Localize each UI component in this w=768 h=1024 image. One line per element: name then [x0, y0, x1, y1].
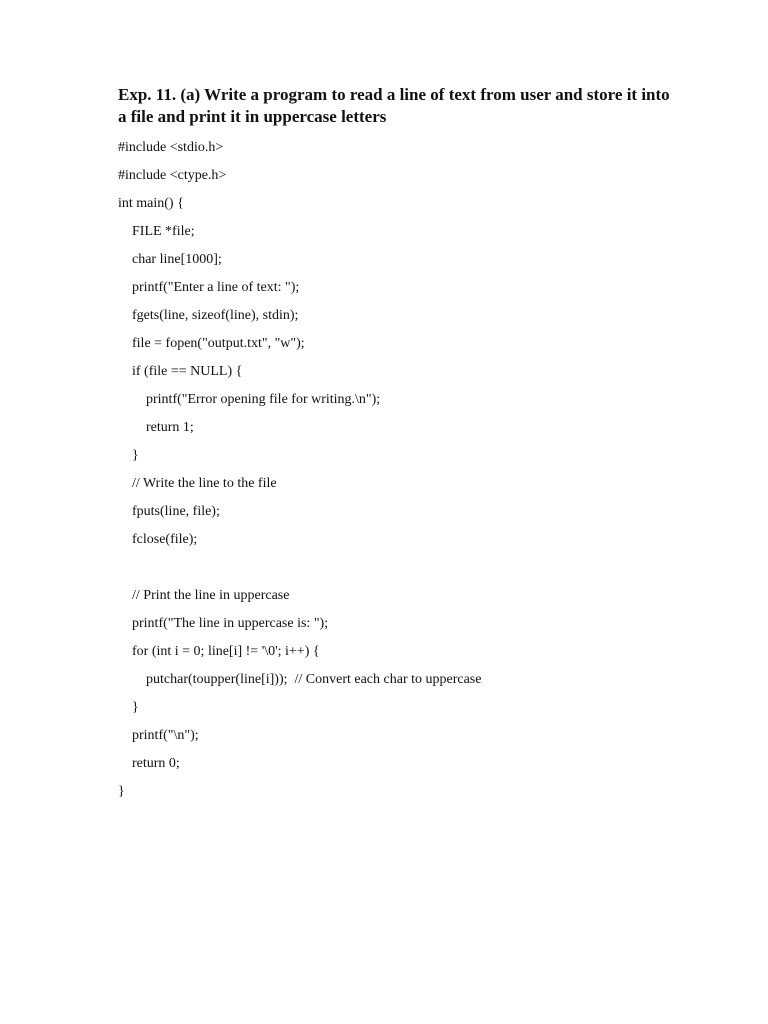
code-line-7: fgets(line, sizeof(line), stdin);	[132, 308, 299, 323]
code-line-20: putchar(toupper(line[i])); // Convert each char to uppercase	[146, 672, 482, 687]
code-line-10: printf("Error opening file for writing.\n");	[146, 392, 381, 407]
code-line-11: return 1;	[146, 420, 194, 435]
code-line-13: // Write the line to the file	[132, 476, 277, 491]
code-line-23: return 0;	[132, 756, 180, 771]
code-line-2: #include <ctype.h>	[118, 168, 227, 183]
code-line-6: printf("Enter a line of text: ");	[132, 280, 300, 295]
code-line-9: if (file == NULL) {	[132, 364, 243, 379]
experiment-heading: Exp. 11. (a) Write a program to read a line of text from user and store it into a file and print it in uppercase letters	[118, 85, 670, 126]
code-line-19: for (int i = 0; line[i] != '\0'; i++) {	[132, 644, 320, 659]
code-line-12: }	[132, 448, 139, 463]
code-line-8: file = fopen("output.txt", "w");	[132, 336, 305, 351]
code-line-14: fputs(line, file);	[132, 504, 220, 519]
code-line-21: }	[132, 700, 139, 715]
code-line-17: // Print the line in uppercase	[132, 588, 290, 603]
document-page	[118, 84, 678, 806]
code-listing	[118, 134, 678, 806]
code-line-18: printf("The line in uppercase is: ");	[132, 616, 329, 631]
code-line-3: int main() {	[118, 196, 184, 211]
code-line-24: }	[118, 784, 125, 799]
code-line-16-blank	[118, 554, 678, 582]
code-line-1: #include <stdio.h>	[118, 140, 224, 155]
code-line-5: char line[1000];	[132, 252, 222, 267]
code-line-15: fclose(file);	[132, 532, 198, 547]
code-line-4: FILE *file;	[132, 224, 195, 239]
code-line-22: printf("\n");	[132, 728, 199, 743]
